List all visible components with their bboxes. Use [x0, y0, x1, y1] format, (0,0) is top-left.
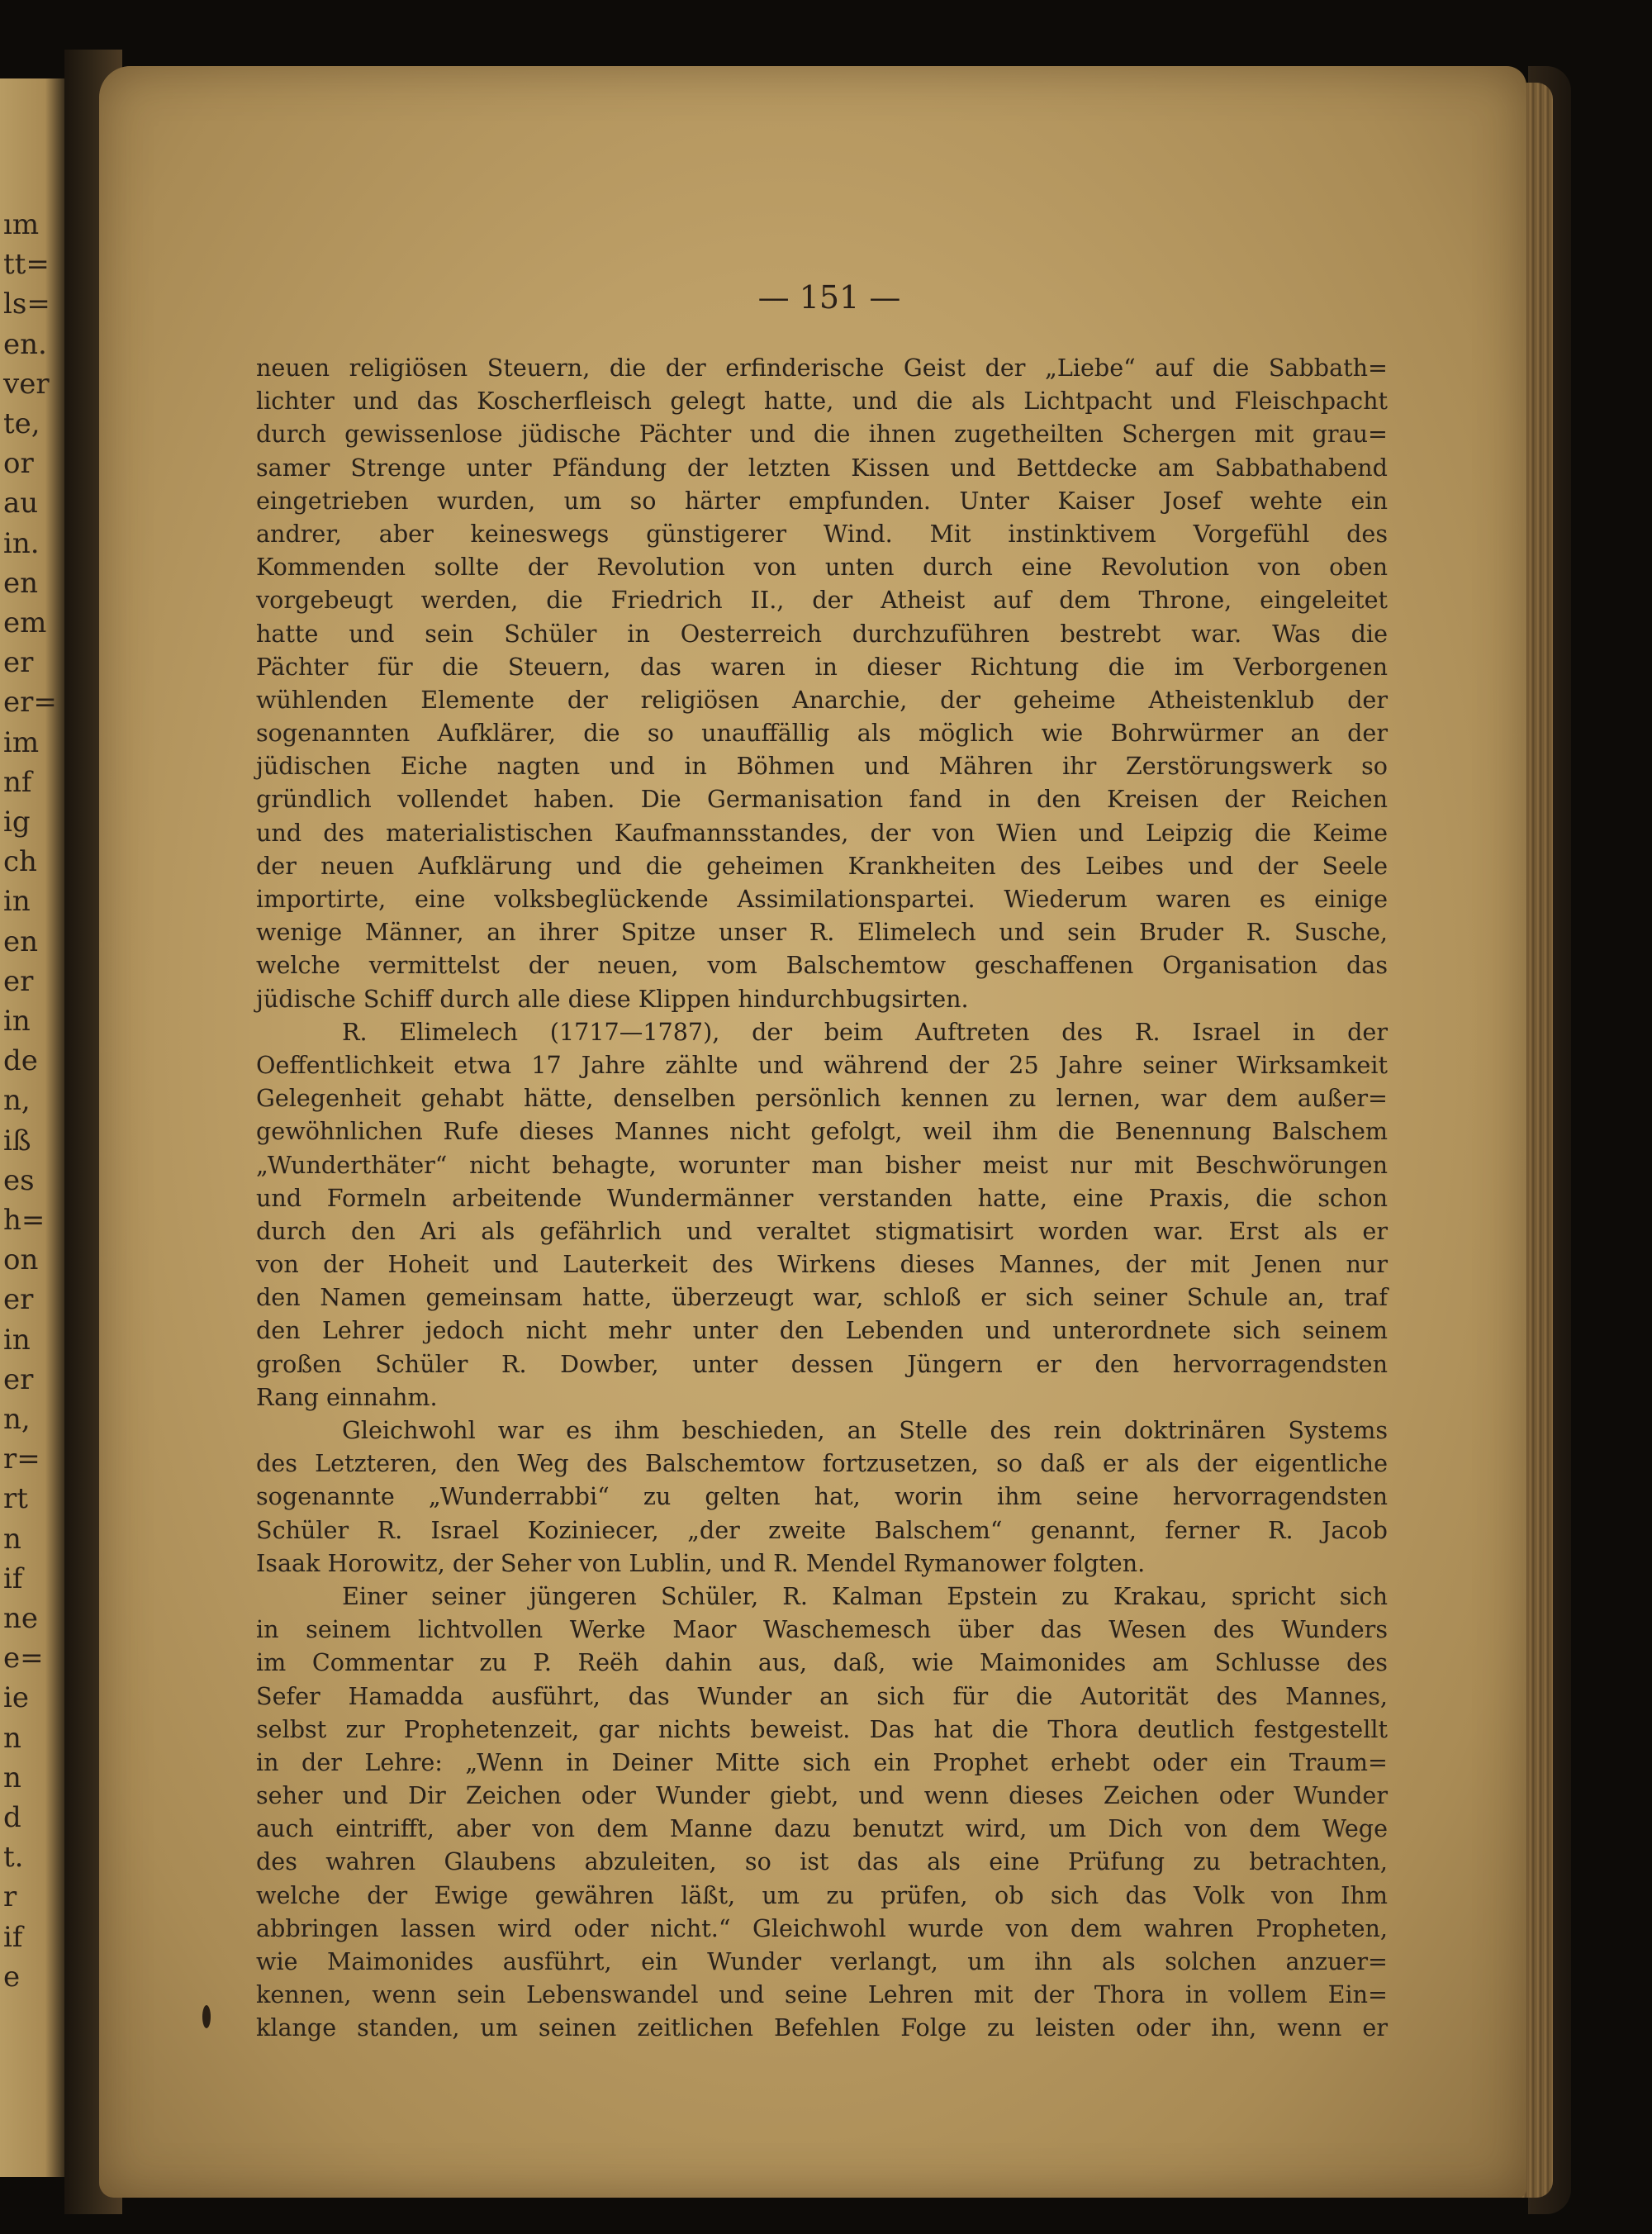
text-line: Oeffentlichkeit etwa 17 Jahre zählte und während der 25 Jahre seiner Wirksamkeit — [256, 1050, 1388, 1079]
text-line: gewöhnlichen Rufe dieses Mannes nicht gefolgt, weil ihm die Benennung Balschem — [256, 1117, 1388, 1146]
left-page-fragment: im — [3, 725, 40, 759]
text-line: großen Schüler R. Dowber, unter dessen Jüngern er den hervorragendsten — [256, 1349, 1388, 1378]
text-line: vorgebeugt werden, die Friedrich II., der Atheist auf dem Throne, eingeleitet — [256, 586, 1388, 615]
text-line: des Letzteren, den Weg des Balschemtow fortzusetzen, so daß er als der eigentliche — [256, 1449, 1388, 1478]
text-line: im Commentar zu P. Reëh dahin aus, daß, wie Maimonides am Schlusse des — [256, 1648, 1388, 1677]
page-number: — 151 — — [757, 279, 901, 316]
left-page-fragment: r= — [3, 1443, 40, 1476]
left-page-fragment: er — [3, 964, 34, 998]
text-line: wie Maimonides ausführt, ein Wunder verlangt, um ihn als solchen anzuer= — [256, 1947, 1388, 1975]
text-line: lichter und das Koscherfleisch gelegt hatte, und die als Lichtpacht und Fleischpacht — [256, 387, 1388, 416]
text-line: importirte, eine volksbeglückende Assimilationspartei. Wiederum waren es einige — [256, 885, 1388, 913]
text-line: durch den Ari als gefährlich und veraltet stigmatisirt worden war. Erst als er — [256, 1216, 1388, 1245]
text-line: seher und Dir Zeichen oder Wunder giebt, und wenn dieses Zeichen oder Wunder — [256, 1781, 1388, 1810]
text-line: hatte und sein Schüler in Oesterreich durchzuführen bestrebt war. Was die — [256, 619, 1388, 648]
text-line: welche vermittelst der neuen, vom Balschemtow geschaffenen Organisation das — [256, 951, 1388, 980]
left-page-fragment: in. — [3, 526, 40, 560]
text-line: Sefer Hamadda ausführt, das Wunder an sich für die Autorität des Mannes, — [256, 1681, 1388, 1710]
text-line: auch eintrifft, aber von dem Manne dazu benutzt wird, um Dich von dem Wege — [256, 1814, 1388, 1843]
left-page-fragment: n — [3, 1522, 21, 1556]
text-line: wenige Männer, an ihrer Spitze unser R. Elimelech und sein Bruder R. Susche, — [256, 918, 1388, 947]
left-page-fragment: e — [3, 1960, 21, 1994]
left-page-fragment: on — [3, 1243, 39, 1277]
left-page-fragment: h= — [3, 1204, 45, 1237]
text-line: in der Lehre: „Wenn in Deiner Mitte sich ein Prophet erhebt oder ein Traum= — [256, 1747, 1388, 1776]
left-page-fragment: t. — [3, 1841, 24, 1875]
text-line: den Lehrer jedoch nicht mehr unter den Lebenden und unterordnete sich seinem — [256, 1316, 1388, 1345]
text-line: Gelegenheit gehabt hätte, denselben persönlich kennen zu lernen, war dem außer= — [256, 1084, 1388, 1113]
text-line: durch gewissenlose jüdische Pächter und die ihnen zugetheilten Schergen mit grau= — [256, 420, 1388, 449]
left-page-fragment: au — [3, 487, 39, 520]
left-page-fragment: if — [3, 1561, 23, 1595]
left-page-fragment: de — [3, 1044, 38, 1078]
text-line: Pächter für die Steuern, das waren in dieser Richtung die im Verborgenen — [256, 652, 1388, 681]
text-line: wühlenden Elemente der religiösen Anarchie, der geheime Atheistenklub der — [256, 685, 1388, 714]
left-page-fragment: es — [3, 1163, 35, 1197]
left-page-fragment: n — [3, 1761, 21, 1794]
text-line: und Formeln arbeitende Wundermänner verstanden hatte, eine Praxis, die schon — [256, 1183, 1388, 1212]
left-page-fragment: ls= — [3, 288, 50, 321]
text-line: eingetrieben wurden, um so härter empfunden. Unter Kaiser Josef wehte ein — [256, 486, 1388, 515]
text-line: Isaak Horowitz, der Seher von Lublin, und R. Mendel Rymanower folgten. — [256, 1548, 1146, 1577]
text-line: samer Strenge unter Pfändung der letzten Kissen und Bettdecke am Sabbathabend — [256, 453, 1388, 482]
left-page-fragment: ie — [3, 1681, 29, 1715]
text-line: sogenannten Aufklärer, die so unauffällig als möglich wie Bohrwürmer an der — [256, 719, 1388, 748]
left-page-fragment: in — [3, 1005, 31, 1038]
left-page-fragment: in — [3, 885, 31, 919]
text-line: gründlich vollendet haben. Die Germanisation fand in den Kreisen der Reichen — [256, 785, 1388, 814]
text-line: sogenannte „Wunderrabbi“ zu gelten hat, worin ihm seine hervorragendsten — [256, 1482, 1388, 1511]
left-page-fragment: ig — [3, 806, 31, 839]
book-page — [99, 66, 1526, 2198]
text-line: des wahren Glaubens abzuleiten, so ist das als eine Prüfung zu betrachten, — [256, 1847, 1388, 1876]
text-line: und des materialistischen Kaufmannsstandes, der von Wien und Leipzig die Keime — [256, 818, 1388, 847]
left-page-fragment: iß — [3, 1124, 31, 1157]
text-line: in seinem lichtvollen Werke Maor Waschemesch über das Wesen des Wunders — [256, 1615, 1388, 1644]
left-page-fragment: in — [3, 1323, 31, 1357]
text-line: der neuen Aufklärung und die geheimen Krankheiten des Leibes und der Seele — [256, 851, 1388, 880]
left-page-fragment: en — [3, 924, 39, 958]
body-text — [256, 351, 1388, 2045]
text-line: kennen, wenn sein Lebenswandel und seine Lehren mit der Thora in vollem Ein= — [256, 1980, 1388, 2009]
text-line: neuen religiösen Steuern, die der erfinderische Geist der „Liebe“ auf die Sabbath= — [256, 354, 1388, 382]
text-line: Schüler R. Israel Koziniecer, „der zweite Balschem“ genannt, ferner R. Jacob — [256, 1515, 1388, 1544]
left-page-fragment: r — [3, 1880, 17, 1914]
text-line: andrer, aber keineswegs günstigerer Wind. Mit instinktivem Vorgefühl des — [256, 519, 1388, 548]
left-page-fragment: en — [3, 566, 39, 600]
text-line: abbringen lassen wird oder nicht.“ Gleichwohl wurde von dem wahren Propheten, — [256, 1913, 1388, 1942]
left-page-fragment: or — [3, 447, 34, 481]
left-page-fragment: er — [3, 1362, 34, 1396]
text-line: Rang einnahm. — [256, 1382, 438, 1411]
text-line: R. Elimelech (1717—1787), der beim Auftreten des R. Israel in der — [342, 1017, 1388, 1046]
text-line: jüdische Schiff durch alle diese Klippen hindurchbugsirten. — [256, 984, 969, 1013]
left-page-fragment: er — [3, 1283, 34, 1317]
left-page-fragment: e= — [3, 1642, 44, 1676]
text-line: den Namen gemeinsam hatte, überzeugt war, schloß er sich seiner Schule an, traf — [256, 1283, 1388, 1312]
left-facing-page — [0, 78, 64, 2177]
left-page-fragment: nf — [3, 765, 32, 799]
left-page-fragment: em — [3, 606, 47, 639]
left-page-fragment: rt — [3, 1482, 28, 1516]
text-line: „Wunderthäter“ nicht behagte, worunter man bisher meist nur mit Beschwörungen — [256, 1150, 1388, 1179]
text-line: jüdischen Eiche nagten und in Böhmen und Mähren ihr Zerstörungswerk so — [256, 752, 1388, 781]
left-page-fragment: d — [3, 1801, 21, 1834]
left-page-fragment: en. — [3, 327, 47, 361]
left-page-fragment: n, — [3, 1403, 31, 1436]
text-line: von der Hoheit und Lauterkeit des Wirkens dieses Mannes, der mit Jenen nur — [256, 1250, 1388, 1279]
text-line: selbst zur Prophetenzeit, gar nichts beweist. Das hat die Thora deutlich festgestellt — [256, 1714, 1388, 1743]
left-page-fragment: n — [3, 1721, 21, 1755]
left-page-fragment: ım — [3, 208, 40, 241]
text-line: klange standen, um seinen zeitlichen Befehlen Folge zu leisten oder ihn, wenn er — [256, 2013, 1388, 2042]
left-page-fragment: te, — [3, 407, 40, 440]
left-page-fragment: er= — [3, 686, 57, 720]
left-page-fragment: tt= — [3, 248, 50, 282]
left-page-fragment: if — [3, 1920, 23, 1954]
ink-blot — [202, 2005, 211, 2028]
left-page-fragment: er — [3, 646, 34, 680]
text-line: Kommenden sollte der Revolution von unten durch eine Revolution von oben — [256, 553, 1388, 582]
text-line: welche der Ewige gewähren läßt, um zu prüfen, ob sich das Volk von Ihm — [256, 1880, 1388, 1909]
text-line: Gleichwohl war es ihm beschieden, an Stelle des rein doktrinären Systems — [342, 1416, 1388, 1444]
text-line: Einer seiner jüngeren Schüler, R. Kalman Epstein zu Krakau, spricht sich — [342, 1581, 1388, 1610]
left-page-fragment: ch — [3, 845, 37, 879]
left-page-fragment: n, — [3, 1084, 31, 1118]
left-page-fragment: ne — [3, 1602, 39, 1635]
left-page-fragment: ver — [3, 367, 50, 401]
